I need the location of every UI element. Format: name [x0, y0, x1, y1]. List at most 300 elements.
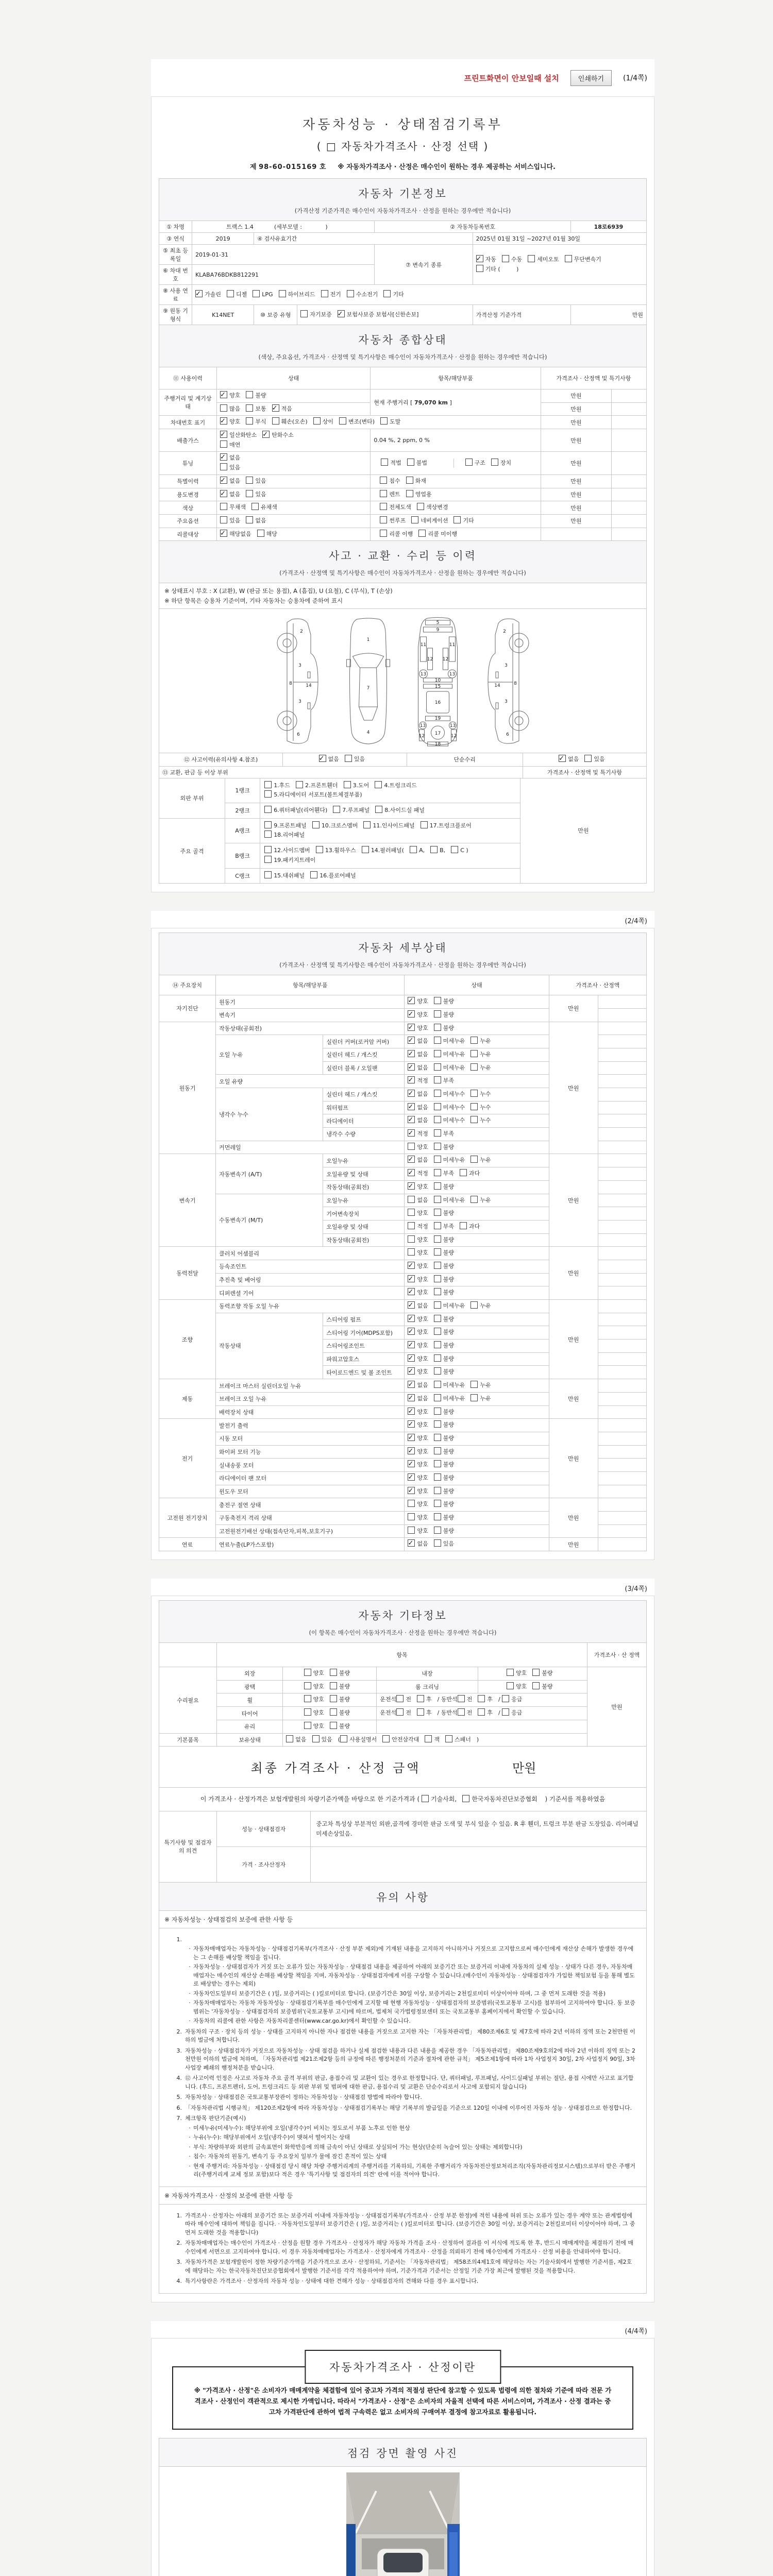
legend-basis: ※ 하단 항목은 승용차 기준이며, 기타 자동차는 승용차에 준하여 표시	[164, 597, 343, 604]
option	[434, 997, 454, 1007]
checkbox[interactable]	[380, 477, 387, 484]
checkbox-checked[interactable]	[408, 1328, 415, 1335]
checkbox[interactable]	[330, 1695, 337, 1702]
checkbox[interactable]	[345, 755, 352, 762]
checkbox[interactable]	[330, 1708, 337, 1716]
checkbox[interactable]	[470, 1301, 478, 1309]
option-label: 부족	[443, 1077, 455, 1084]
checkbox-checked[interactable]	[408, 1434, 415, 1441]
checkbox-checked[interactable]	[272, 404, 279, 412]
checkbox[interactable]	[220, 440, 227, 448]
first-registration-value: 2019-01-31	[192, 245, 375, 265]
checkbox[interactable]	[470, 1116, 478, 1123]
option-label: 없음	[255, 517, 266, 524]
checkbox-checked[interactable]	[408, 1116, 415, 1123]
checkbox[interactable]	[434, 1090, 441, 1097]
item-group-label: 작동상태	[216, 1313, 323, 1379]
price-extra	[598, 1485, 646, 1498]
checkbox[interactable]	[375, 781, 382, 788]
checkbox[interactable]	[264, 856, 272, 863]
checkbox[interactable]	[465, 459, 473, 466]
notice-bullet-text: 자동차매매업자는 자동차 자동차성능 · 상태점검기록부를 매수인에게 고지할 때 현행 자동차성능 · 상태점검자의 보증범위(국토교통부 고시)를 첨부하여 고지하여야 합니다. 동 보증범위는 '자동차성능 · 상태점검자의 보증범위'(국토교통부 고시)에 따르며, 법제처 국가법령정보센터 또는 국토교통부 홈페이지에서 확인할 수 있습니다.	[193, 1999, 635, 2015]
checkbox[interactable]	[453, 516, 461, 523]
checkbox-checked[interactable]	[408, 1288, 415, 1295]
checkbox[interactable]	[380, 503, 387, 510]
checkbox[interactable]	[304, 1669, 311, 1676]
option	[417, 1695, 432, 1705]
item-group-label: 냉각수 누수	[216, 1088, 323, 1141]
option	[434, 1288, 454, 1298]
checkbox[interactable]	[220, 463, 227, 470]
checkbox[interactable]	[434, 1235, 441, 1243]
checkbox[interactable]	[380, 530, 387, 537]
state-options	[405, 1048, 549, 1061]
checkbox[interactable]	[434, 1527, 441, 1534]
checkbox[interactable]	[408, 1248, 415, 1256]
checkbox[interactable]	[478, 1695, 485, 1702]
checkbox[interactable]	[434, 1076, 441, 1083]
checkbox[interactable]	[528, 255, 535, 262]
checkbox[interactable]	[363, 821, 371, 828]
notice-bullet	[186, 2124, 637, 2133]
checkbox-checked[interactable]	[476, 255, 483, 262]
item-sub-label: 실린더 헤드 / 개스킷	[323, 1048, 405, 1061]
notice-item-text: 특기사항란은 가격조사 · 산정자의 자동차 성능 · 상태에 대한 견해가 성능 · 상태점검자의 견해와 다를 경우 표시합니다.	[185, 2278, 479, 2285]
checkbox[interactable]	[313, 417, 321, 425]
price-extra	[598, 1008, 646, 1022]
checkbox[interactable]	[434, 1182, 441, 1190]
checkbox[interactable]	[434, 1129, 441, 1137]
checkbox[interactable]	[478, 1708, 485, 1716]
checkbox[interactable]	[408, 1222, 415, 1229]
checkbox[interactable]	[246, 404, 253, 412]
checkbox-checked[interactable]	[408, 1182, 415, 1190]
option-label: 양호	[417, 1276, 428, 1283]
checkbox-checked[interactable]	[408, 1156, 415, 1163]
checkbox-checked[interactable]	[195, 290, 203, 297]
checkbox-checked[interactable]	[408, 1090, 415, 1097]
checkbox[interactable]	[264, 781, 272, 788]
state-options	[405, 1471, 549, 1485]
checkbox[interactable]	[411, 516, 418, 523]
option-label: 불량	[443, 1011, 455, 1018]
checkbox[interactable]	[304, 1682, 311, 1689]
part-category-label: 주요 골격	[159, 818, 225, 883]
checkbox[interactable]	[304, 1708, 311, 1716]
checkbox[interactable]	[381, 459, 388, 466]
option	[434, 1487, 454, 1497]
checkbox[interactable]	[375, 806, 382, 813]
checkbox-checked[interactable]	[338, 310, 345, 317]
checkbox[interactable]	[417, 1708, 424, 1716]
checkbox[interactable]	[507, 1682, 514, 1689]
checkbox-checked[interactable]	[408, 1367, 415, 1375]
checkbox[interactable]	[470, 1156, 478, 1163]
panel-number: 15	[434, 684, 441, 690]
checkbox[interactable]	[264, 806, 272, 813]
checkbox-checked[interactable]	[408, 1050, 415, 1057]
checkbox[interactable]	[434, 1394, 441, 1401]
checkbox-checked[interactable]	[220, 530, 227, 537]
checkbox-checked[interactable]	[220, 417, 227, 425]
checkbox[interactable]	[264, 846, 272, 853]
option-label: 불량	[443, 1249, 455, 1257]
state-options	[405, 1075, 549, 1088]
state-options	[405, 1313, 549, 1326]
option-label: 불량	[339, 1670, 350, 1677]
checkbox[interactable]	[408, 1209, 415, 1216]
checkbox[interactable]	[470, 1381, 478, 1388]
checkbox[interactable]	[408, 1527, 415, 1534]
checkbox[interactable]	[458, 1695, 465, 1702]
checkbox[interactable]	[296, 781, 303, 788]
checkbox[interactable]	[434, 1275, 441, 1282]
option	[434, 1222, 454, 1232]
checkbox-checked[interactable]	[220, 477, 227, 484]
checkbox[interactable]	[220, 404, 227, 412]
repair-item-options	[283, 1680, 377, 1693]
checkbox[interactable]	[425, 1735, 432, 1742]
checkbox[interactable]	[257, 530, 264, 537]
checkbox[interactable]	[396, 1695, 404, 1702]
option-label: 양호	[417, 1355, 428, 1362]
checkbox[interactable]	[330, 1669, 337, 1676]
print-button[interactable]: 인쇄하기	[570, 70, 612, 86]
panel-number: 2	[299, 629, 303, 635]
checkbox[interactable]	[470, 1050, 478, 1057]
option-label: 12.사이드멤버	[274, 847, 310, 854]
option-label: 있음	[594, 756, 605, 763]
option-label: 보험사보증 보험사[신한손보]	[346, 311, 419, 318]
checkbox[interactable]	[470, 1103, 478, 1110]
checkbox[interactable]	[532, 1682, 540, 1689]
checkbox[interactable]	[460, 1169, 467, 1176]
checkbox[interactable]	[227, 290, 234, 297]
checkbox[interactable]	[421, 821, 428, 828]
checkbox[interactable]	[434, 1169, 441, 1176]
checkbox[interactable]	[300, 310, 308, 317]
checkbox[interactable]	[532, 1669, 540, 1676]
repair-item-label: 타이어	[217, 1707, 283, 1720]
checkbox-checked[interactable]	[408, 1301, 415, 1309]
print-install-notice[interactable]: 프린트화면이 안보일때 설치	[464, 73, 559, 83]
service-note: ※ 자동차가격조사 · 산정은 매수인이 원하는 경우 제공하는 서비스입니다.	[338, 163, 556, 171]
checkbox[interactable]	[434, 1196, 441, 1203]
checkbox[interactable]	[434, 1024, 441, 1031]
checkbox[interactable]	[220, 516, 227, 523]
option	[532, 1682, 552, 1692]
car-name-value: 트랙스 1.4 (세부모델 : )	[192, 221, 375, 233]
checkbox[interactable]	[434, 1116, 441, 1123]
checkbox[interactable]	[434, 1222, 441, 1229]
checkbox[interactable]	[565, 255, 572, 262]
checkbox[interactable]	[470, 1196, 478, 1203]
checkbox[interactable]	[286, 1735, 293, 1742]
checkbox[interactable]	[434, 1103, 441, 1110]
option-label: 가솔린	[205, 291, 221, 298]
checkbox[interactable]	[434, 1447, 441, 1454]
checkbox-checked[interactable]	[408, 1394, 415, 1401]
checkbox-checked[interactable]	[408, 1487, 415, 1494]
checkbox-checked[interactable]	[408, 1076, 415, 1083]
checkbox[interactable]	[264, 821, 272, 828]
panel-number: 11	[420, 642, 426, 648]
checkbox[interactable]	[396, 1708, 404, 1716]
option-label: 불량	[443, 1210, 455, 1217]
row-label: 주요옵션	[159, 514, 217, 528]
checkbox-checked[interactable]	[408, 1341, 415, 1348]
option	[340, 1735, 377, 1745]
checkbox[interactable]	[316, 846, 323, 853]
inspection-period-value: 2025년 01월 31일 ~2027년 01월 30일	[473, 233, 646, 245]
checkbox-checked[interactable]	[408, 1539, 415, 1547]
checkbox-checked[interactable]	[559, 755, 566, 762]
checkbox-checked[interactable]	[408, 1408, 415, 1415]
option	[528, 255, 559, 265]
item-label: 발전기 출력	[216, 1419, 405, 1432]
notice-bullet-text: 자동차의 리콜에 관한 사항은 자동차리콜센터(www.car.go.kr)에서 확인할 수 있습니다.	[193, 2018, 411, 2025]
checkbox[interactable]	[253, 290, 260, 297]
device-label: 자기진단	[159, 995, 216, 1022]
checkbox-checked[interactable]	[408, 1262, 415, 1269]
checkbox-checked[interactable]	[408, 1010, 415, 1018]
checkbox[interactable]	[312, 1735, 320, 1742]
checkbox[interactable]	[434, 1381, 441, 1388]
checkbox[interactable]	[417, 1695, 424, 1702]
checkbox[interactable]	[407, 459, 414, 466]
price-extra	[611, 501, 646, 515]
checkbox[interactable]	[380, 417, 388, 425]
checkbox[interactable]	[434, 1367, 441, 1375]
checkbox[interactable]	[430, 846, 438, 853]
checkbox[interactable]	[246, 417, 253, 425]
panel-number: 12	[427, 657, 433, 663]
checkbox[interactable]	[330, 1682, 337, 1689]
rank-items	[260, 778, 520, 803]
checkbox[interactable]	[408, 1196, 415, 1203]
bullet-dot: ·	[189, 2124, 191, 2131]
checkbox-checked[interactable]	[262, 431, 270, 438]
checkbox[interactable]	[408, 1513, 415, 1520]
checkbox[interactable]	[434, 1248, 441, 1256]
checkbox-checked[interactable]	[220, 391, 227, 398]
document-page-4	[151, 2338, 654, 2576]
checkbox-checked[interactable]	[408, 1129, 415, 1137]
checkbox[interactable]	[458, 1708, 465, 1716]
checkbox[interactable]	[476, 265, 483, 272]
option-label: 불량	[443, 1024, 455, 1031]
checkbox-checked[interactable]	[220, 431, 227, 438]
checkbox[interactable]	[434, 1473, 441, 1481]
checkbox[interactable]	[321, 290, 328, 297]
option	[408, 1394, 428, 1404]
checkbox[interactable]	[584, 755, 592, 762]
checkbox[interactable]	[220, 503, 227, 510]
checkbox[interactable]	[406, 477, 413, 484]
checkbox-checked[interactable]	[408, 1447, 415, 1454]
checkbox[interactable]	[422, 1795, 429, 1802]
checkbox[interactable]	[408, 1235, 415, 1243]
price-extra	[598, 1101, 646, 1114]
checkbox[interactable]	[445, 1735, 452, 1742]
checkbox[interactable]	[470, 1090, 478, 1097]
option	[470, 1301, 491, 1311]
checkbox-checked[interactable]	[408, 1473, 415, 1481]
checkbox[interactable]	[333, 806, 340, 813]
checkbox-checked[interactable]	[220, 490, 227, 497]
checkbox-checked[interactable]	[220, 453, 227, 461]
checkbox[interactable]	[434, 1500, 441, 1507]
checkbox[interactable]	[340, 1735, 347, 1742]
checkbox[interactable]	[502, 1708, 509, 1716]
checkbox[interactable]	[434, 1408, 441, 1415]
checkbox[interactable]	[462, 1795, 469, 1802]
checkbox[interactable]	[451, 846, 458, 853]
option	[408, 1196, 428, 1206]
price-unit: 만원	[541, 429, 611, 452]
checkbox[interactable]	[434, 1420, 441, 1428]
notice-bullet	[186, 1999, 637, 2016]
checkbox[interactable]	[312, 821, 320, 828]
option-label: 없음	[229, 477, 241, 484]
checkbox[interactable]	[382, 1735, 390, 1742]
option-label: LPG	[262, 291, 273, 298]
checkbox-checked[interactable]	[408, 1024, 415, 1031]
checkbox[interactable]	[460, 1222, 467, 1229]
checkbox[interactable]	[434, 1328, 441, 1335]
checkbox[interactable]	[491, 459, 498, 466]
checkbox[interactable]	[434, 1354, 441, 1362]
checkbox[interactable]	[434, 1262, 441, 1269]
checkbox[interactable]	[434, 1063, 441, 1071]
option-label: 양호	[417, 1210, 428, 1217]
checkbox-checked[interactable]	[408, 997, 415, 1004]
option	[507, 1669, 527, 1679]
checkbox-checked[interactable]	[408, 1420, 415, 1428]
checkbox[interactable]	[246, 391, 253, 398]
checkbox[interactable]	[434, 1288, 441, 1295]
checkbox[interactable]	[246, 516, 253, 523]
checkbox[interactable]	[264, 831, 272, 838]
option-label: 스패너	[454, 1736, 471, 1743]
checkbox-checked[interactable]	[408, 1381, 415, 1388]
item-group-label: 수동변속기 (M/T)	[216, 1194, 323, 1247]
checkbox[interactable]	[434, 1315, 441, 1322]
checkbox[interactable]	[434, 1460, 441, 1467]
option	[408, 1487, 428, 1497]
option	[380, 477, 400, 486]
checkbox[interactable]	[434, 1434, 441, 1441]
option-label: 양호	[313, 1722, 324, 1730]
option	[262, 431, 294, 440]
checkbox[interactable]	[434, 997, 441, 1004]
checkbox[interactable]	[502, 255, 509, 262]
checkbox[interactable]	[434, 1010, 441, 1018]
checkbox[interactable]	[264, 790, 272, 798]
checkbox[interactable]	[246, 490, 253, 497]
checkbox-checked[interactable]	[408, 1275, 415, 1282]
checkbox-checked[interactable]	[408, 1063, 415, 1071]
checkbox[interactable]	[434, 1050, 441, 1057]
checkbox[interactable]	[272, 417, 279, 425]
panel-number: 13	[419, 723, 426, 729]
checkbox-checked[interactable]	[408, 1037, 415, 1044]
checkbox[interactable]	[434, 1156, 441, 1163]
checkbox[interactable]	[383, 290, 391, 297]
checkbox[interactable]	[434, 1037, 441, 1044]
checkbox-checked[interactable]	[408, 1169, 415, 1176]
checkbox[interactable]	[434, 1341, 441, 1348]
checkbox[interactable]	[246, 477, 253, 484]
checkbox[interactable]	[304, 1695, 311, 1702]
checkbox[interactable]	[470, 1394, 478, 1401]
checkbox[interactable]	[434, 1209, 441, 1216]
checkbox-checked[interactable]	[408, 1103, 415, 1110]
option	[220, 490, 240, 500]
option	[408, 1460, 428, 1470]
option-label: 양호	[313, 1670, 324, 1677]
notice-item-number: 1.	[176, 2212, 182, 2219]
option-label: 기술사회,	[431, 1795, 457, 1803]
option	[434, 1090, 465, 1099]
composite-note: (색상, 주요옵션, 가격조사 · 산정액 및 특기사항은 매수인이 자동차가격조사 · 산정을 원하는 경우에만 적습니다)	[258, 353, 547, 361]
checkbox[interactable]	[347, 290, 354, 297]
price-extra	[598, 1445, 646, 1459]
checkbox[interactable]	[434, 1301, 441, 1309]
checkbox[interactable]	[408, 1500, 415, 1507]
option	[434, 1196, 465, 1206]
checkbox[interactable]	[418, 530, 426, 537]
price-extra	[598, 1366, 646, 1379]
checkbox[interactable]	[408, 1143, 415, 1150]
checkbox-checked[interactable]	[408, 1460, 415, 1467]
checkbox[interactable]	[330, 1722, 337, 1729]
checkbox[interactable]	[470, 1063, 478, 1071]
checkbox[interactable]	[406, 490, 413, 497]
panel-number: 12	[418, 734, 425, 739]
notice-item-text	[185, 1936, 637, 1944]
checkbox[interactable]	[339, 417, 346, 425]
checkbox[interactable]	[380, 490, 387, 497]
checkbox-checked[interactable]	[408, 1315, 415, 1322]
checkbox[interactable]	[362, 846, 369, 853]
checkbox[interactable]	[410, 846, 417, 853]
checkbox[interactable]	[251, 503, 259, 510]
option	[246, 391, 266, 401]
checkbox[interactable]	[310, 871, 317, 878]
checkbox[interactable]	[507, 1669, 514, 1676]
checkbox[interactable]	[502, 1695, 509, 1702]
checkbox-checked[interactable]	[319, 755, 326, 762]
option-label: 불량	[443, 1342, 455, 1349]
option	[434, 1500, 454, 1510]
checkbox[interactable]	[304, 1722, 311, 1729]
checkbox[interactable]	[344, 781, 351, 788]
checkbox[interactable]	[434, 1487, 441, 1494]
option-label: 9.프론트패널	[274, 822, 307, 829]
checkbox[interactable]	[380, 516, 387, 523]
checkbox[interactable]	[470, 1037, 478, 1044]
checkbox[interactable]	[434, 1143, 441, 1150]
checkbox[interactable]	[434, 1539, 441, 1547]
price-extra	[598, 1220, 646, 1233]
option	[362, 846, 404, 856]
checkbox[interactable]	[279, 290, 286, 297]
checkbox-checked[interactable]	[408, 1354, 415, 1362]
checkbox[interactable]	[264, 871, 272, 878]
checkbox[interactable]	[434, 1513, 441, 1520]
checkbox[interactable]	[417, 503, 424, 510]
